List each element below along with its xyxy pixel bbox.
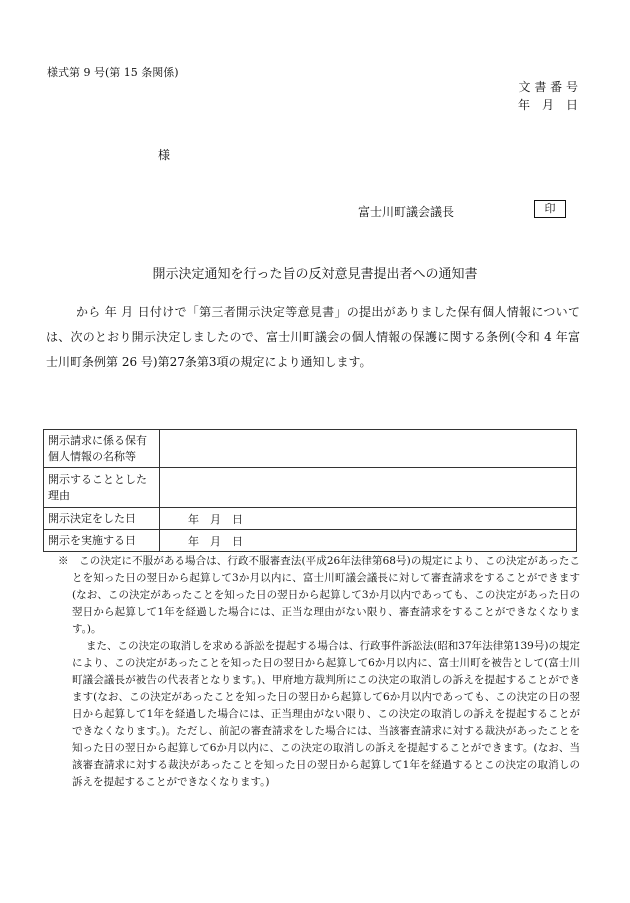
row-value-info-name xyxy=(160,430,577,468)
document-title: 開示決定通知を行った旨の反対意見書提出者への通知書 xyxy=(152,267,478,282)
addressee-suffix: 様 xyxy=(158,148,171,162)
row-label-implementation-date: 開示を実施する日 xyxy=(44,530,160,552)
table-row xyxy=(44,508,577,530)
body-text: から 年 月 日付けで「第三者開示決定等意見書」の提出がありました保有個人情報については、次のとおり開示決定しましたので、富士川町議会の個人情報の保護に関する条例(令和 4 年富士川町条例第 26 号)第27条第3項の規定により通知します。 xyxy=(46,305,580,369)
document-meta xyxy=(518,78,578,114)
note-paragraph-1: ※ この決定に不服がある場合は、行政不服審査法(平成26年法律第68号)の規定により、この決定があったことを知った日の翌日から起算して3か月以内に、富士川町議会議長に対して審査請求をすることができます(なお、この決定があったことを知った日の翌日から起算して3か月以内であっても、この決定があった日の翌日から起算して1年を経過した場合には、正当な理由がない限り、審査請求をすることができなくなります。)。 xyxy=(58,555,580,635)
form-number: 様式第 9 号(第 15 条関係) xyxy=(47,66,179,79)
row-value-implementation-date: 年 月 日 xyxy=(160,530,577,552)
sender-name: 富士川町議会議長 xyxy=(358,205,455,219)
info-table xyxy=(43,429,577,552)
note-paragraph-2: また、この決定の取消しを求める訴訟を提起する場合は、行政事件訴訟法(昭和37年法律第139号)の規定により、この決定があったことを知った日の翌日から起算して6か月以内に、富士川町を被告として(富士川町議会議長が被告の代表者となります。)、甲府地方裁判所にこの決定の取消しの訴えを提起することができます(なお、この決定があったことを知った日の翌日から起算して6か月以内であっても、この決定の日の翌日から起算して1年を経過した場合には、正当理由がない限り、この決定の取消しの訴えを提起することができなくなります。)。ただし、前記の審査請求をした場合には、当該審査請求に対する裁決があったことを知った日の翌日から起算して6か月以内に、この決定の取消しの訴えを提起することができます。(なお、当該審査請求に対する裁決があったことを知った日の翌日から起算して1年を経過するとこの決定の取消しの訴えを提起することができなくなります。) xyxy=(72,640,580,788)
row-label-info-name: 開示請求に係る保有個人情報の名称等 xyxy=(44,430,160,468)
appeal-notice xyxy=(58,553,580,791)
seal-box: 印 xyxy=(534,200,566,218)
document-number-label: 文 書 番 号 xyxy=(518,80,578,94)
row-label-reason: 開示することとした理由 xyxy=(44,468,160,508)
date-label: 年 月 日 xyxy=(517,98,578,112)
table-row xyxy=(44,468,577,508)
table-row xyxy=(44,530,577,552)
row-value-reason xyxy=(160,468,577,508)
row-label-decision-date: 開示決定をした日 xyxy=(44,508,160,530)
row-value-decision-date: 年 月 日 xyxy=(160,508,577,530)
table-row xyxy=(44,430,577,468)
